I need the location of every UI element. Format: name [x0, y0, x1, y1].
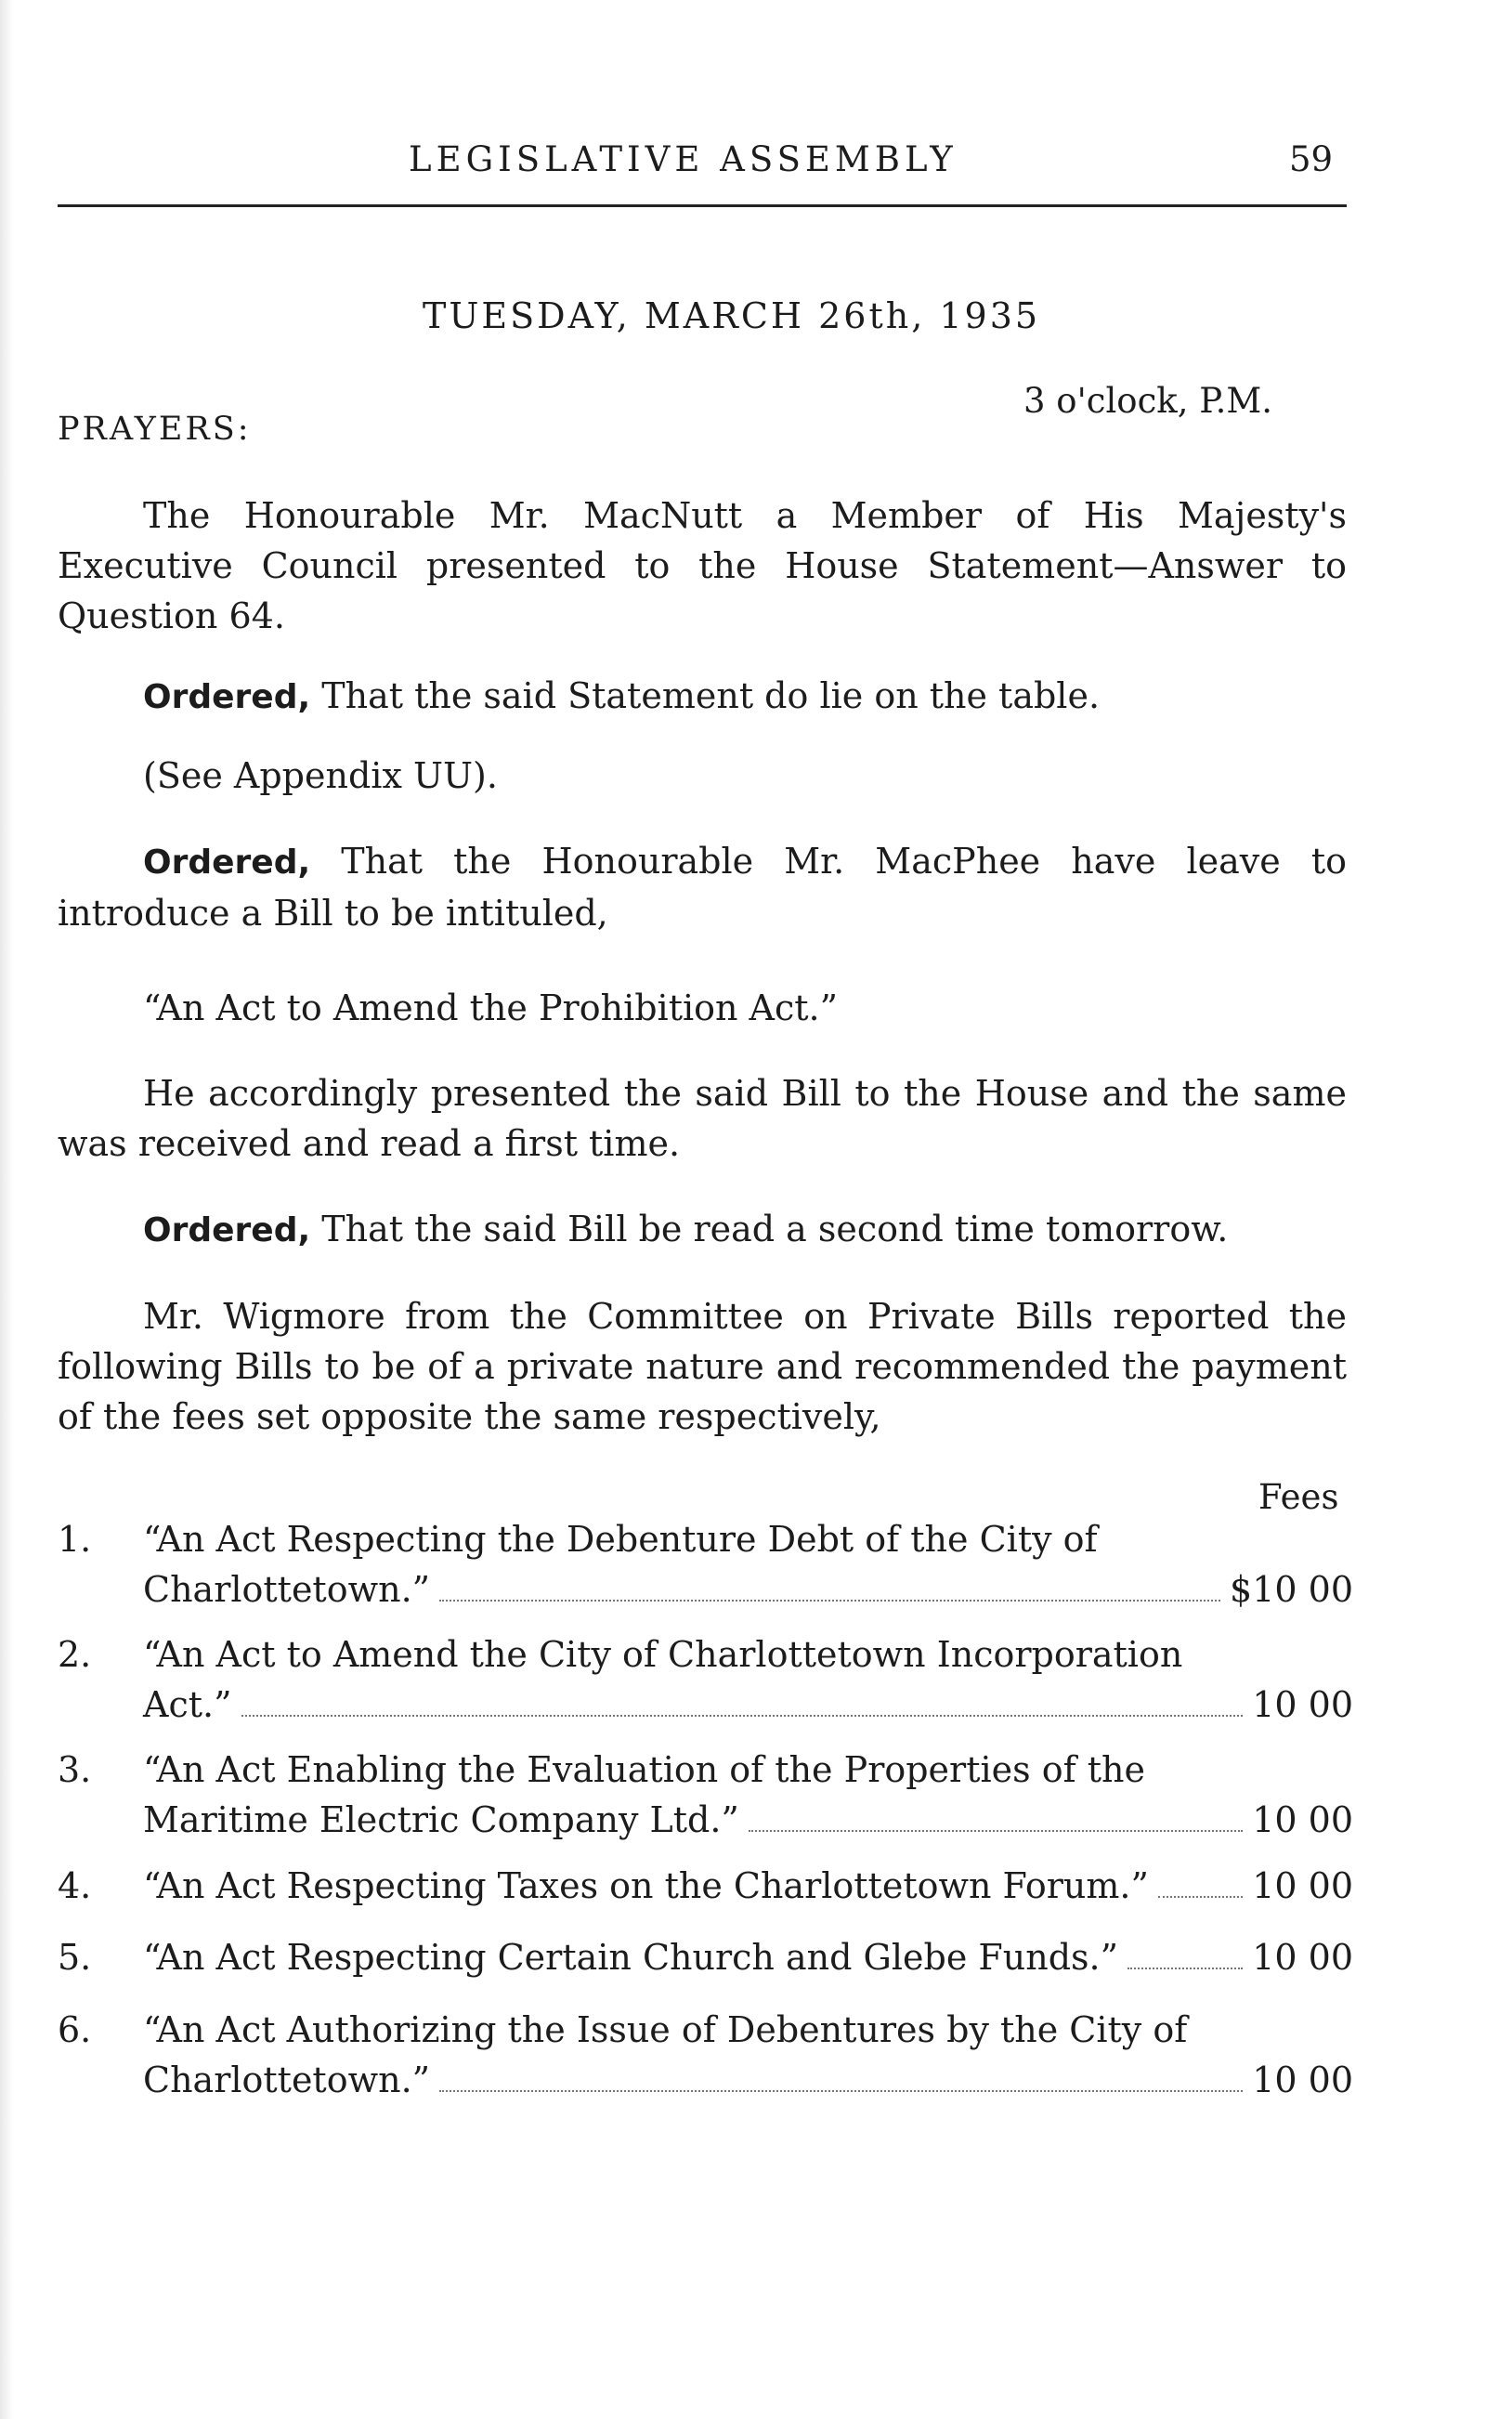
ordered-label: Ordered,: [143, 843, 311, 882]
header-rule: [58, 204, 1347, 207]
list-item: [58, 1932, 1353, 1982]
bill-number: 5.: [58, 1937, 92, 1978]
bill-number: 3.: [58, 1749, 92, 1790]
paragraph-text: The Honourable Mr. MacNutt a Member of His Majesty's Executive Council presented to the House Statement—Answer to Question 64.: [58, 495, 1347, 636]
paragraph-ordered-lie-on-table: [58, 671, 1347, 723]
bill-fee: 10 00: [1252, 1865, 1353, 1906]
paragraph-text: That the said Statement do lie on the table.: [310, 675, 1101, 716]
bill-title-continued: Charlottetown.”: [143, 1569, 431, 1610]
list-item: [58, 1629, 1353, 1730]
prayers-heading: PRAYERS:: [58, 411, 252, 448]
bill-title-continued: Maritime Electric Company Ltd.”: [143, 1799, 739, 1840]
sitting-date: TUESDAY, MARCH 26th, 1935: [423, 295, 1041, 336]
paragraph-text: He accordingly presented the said Bill to the House and the same was received and read a first time.: [58, 1073, 1347, 1164]
paragraph-ordered-second-reading: [58, 1204, 1347, 1256]
bill-fee: $10 00: [1230, 1569, 1353, 1610]
paragraph-text: That the said Bill be read a second time tomorrow.: [310, 1209, 1229, 1249]
ordered-label: Ordered,: [143, 1211, 311, 1249]
paragraph-appendix-ref: [58, 751, 1347, 801]
list-item: [58, 1745, 1353, 1845]
dot-leader: [1158, 1895, 1243, 1898]
bill-title: “An Act Enabling the Evaluation of the Properties of the: [143, 1749, 1145, 1790]
scan-edge-shadow: [0, 0, 13, 2419]
bill-number: 6.: [58, 2009, 92, 2050]
bill-number: 4.: [58, 1865, 92, 1906]
dot-leader: [1127, 1967, 1243, 1969]
bill-title: “An Act Authorizing the Issue of Debentures by the City of: [143, 2009, 1188, 2050]
list-item: [58, 1861, 1353, 1911]
dot-leader: [439, 2089, 1243, 2092]
bill-number: 1.: [58, 1519, 92, 1560]
bill-fee: 10 00: [1252, 2059, 1353, 2100]
bill-title-continued: Act.”: [143, 1684, 232, 1725]
dot-leader: [241, 1714, 1244, 1717]
running-header-title: LEGISLATIVE ASSEMBLY: [409, 139, 958, 179]
bill-fee: 10 00: [1252, 1799, 1353, 1840]
paragraph-text: That the Honourable Mr. MacPhee have leave to introduce a Bill to be intituled,: [58, 841, 1347, 934]
bill-title: “An Act Respecting the Debenture Debt of the City of: [143, 1519, 1098, 1560]
paragraph-text: Mr. Wigmore from the Committee on Private Bills reported the following Bills to be of a private nature and recommended the payment of the fees set opposite the same respectively,: [58, 1296, 1347, 1437]
fees-column-heading: Fees: [1258, 1477, 1339, 1517]
bill-title: “An Act Respecting Certain Church and Glebe Funds.”: [143, 1937, 1119, 1978]
bill-title-continued: Charlottetown.”: [143, 2059, 431, 2100]
bill-title: “An Act to Amend the City of Charlottetown Incorporation: [143, 1634, 1183, 1675]
sitting-time: 3 o'clock, P.M.: [1023, 381, 1273, 421]
dot-leader: [749, 1829, 1243, 1832]
bill-fee: 10 00: [1252, 1684, 1353, 1725]
bill-number: 2.: [58, 1634, 92, 1675]
paragraph-text: “An Act to Amend the Prohibition Act.”: [143, 987, 839, 1028]
paragraph-private-bills-report: [58, 1291, 1347, 1442]
bill-title: “An Act Respecting Taxes on the Charlottetown Forum.”: [143, 1865, 1149, 1906]
ordered-label: Ordered,: [143, 678, 311, 716]
list-item: [58, 1514, 1353, 1615]
dot-leader: [439, 1599, 1220, 1602]
paragraph-first-reading: [58, 1068, 1347, 1169]
list-item: [58, 2005, 1353, 2105]
bill-title-quote: [58, 983, 1347, 1033]
paragraph-ordered-introduce-bill: [58, 836, 1347, 938]
paragraph-statement: [58, 490, 1347, 641]
bill-fee: 10 00: [1252, 1937, 1353, 1978]
page-number: 59: [1289, 139, 1334, 179]
paragraph-text: (See Appendix UU).: [143, 755, 498, 796]
